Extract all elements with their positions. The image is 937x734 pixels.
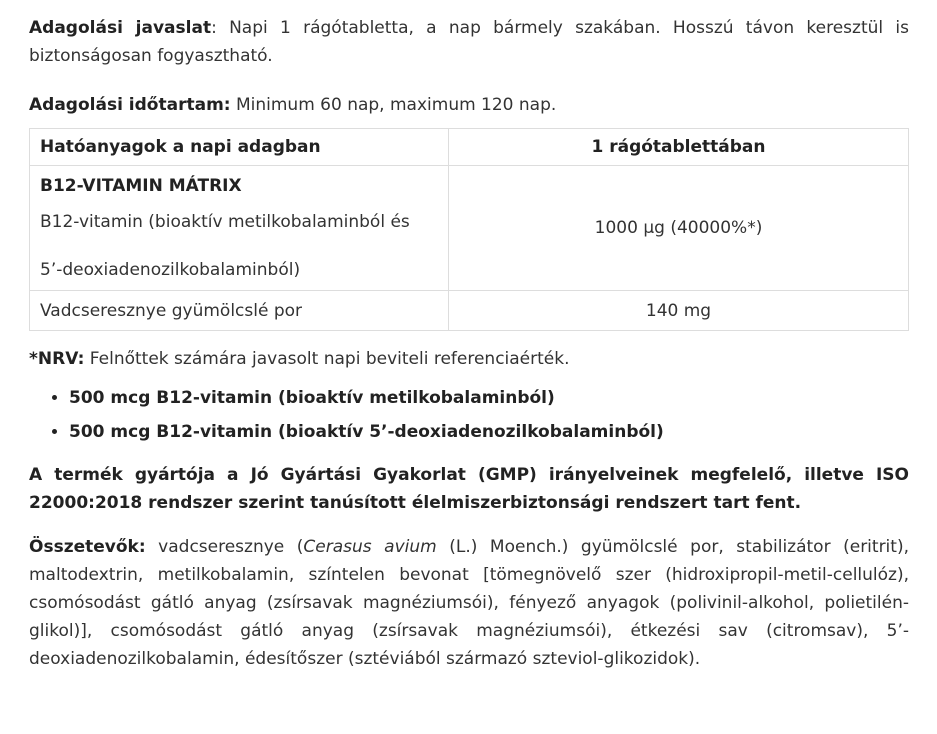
table-header-row [30,129,909,166]
ingredients-latin-name: Cerasus avium [303,537,437,557]
dosage-text: : Napi 1 rágótabletta, a nap bármely szakában. Hosszú távon keresztül is biztonságosan fogyasztható. [29,18,909,66]
gmp-text: A termék gyártója a Jó Gyártási Gyakorlat (GMP) irányelveinek megfelelő, illetve ISO 22000:2018 rendszer szerint tanúsított élelmiszerbiztonsági rendszert tart fent. [29,465,909,513]
dosage-label: Adagolási javaslat [29,18,212,38]
table-cell-ingredient [30,166,449,291]
duration-label: Adagolási időtartam: [29,95,231,115]
table-header-ingredients: Hatóanyagok a napi adagban [30,129,449,166]
nrv-label: *NRV: [29,349,85,369]
duration-paragraph [29,91,909,119]
list-item: • 500 mcg B12-vitamin (bioaktív 5’-deoxiadenozilkobalaminból) [69,415,909,449]
table-row [30,166,909,291]
ingredients-text-rest: (L.) Moench.) gyümölcslé por, stabilizátor (eritrit), maltodextrin, metilkobalamin, színtelen bevonat [tömegnövelő szer (hidroxipropil-metil-cellulóz), csomósodást gátló anyag (zsírsavak magnéziumsói), fényező anyagok (polivinil-alkohol, polietilén-glikol)], csomósodást gátló anyag (zsírsavak magnéziumsói), étkezési sav (citromsav), 5’-deoxiadenozilkobalamin, édesítőszer (sztéviából származó szteviol-glikozidok). [29,537,909,669]
b12-description-line1: B12-vitamin (bioaktív metilkobalaminból és [40,212,410,232]
ingredients-label: Összetevők: [29,537,146,557]
nrv-text: Felnőttek számára javasolt napi beviteli referenciaérték. [84,349,570,369]
duration-text: Minimum 60 nap, maximum 120 nap. [230,95,557,115]
ingredients-text-start: vadcseresznye ( [145,537,304,557]
table-row [30,291,909,331]
ingredients-paragraph [29,533,909,673]
b12-form-list [29,381,909,449]
table-cell-ingredient: Vadcseresznye gyümölcslé por [30,291,449,331]
list-item: • 500 mcg B12-vitamin (bioaktív metilkobalaminból) [69,381,909,415]
gmp-statement [29,461,909,517]
table-header-per-tablet: 1 rágótablettában [449,129,909,166]
b12-description-line2: 5’-deoxiadenozilkobalaminból) [40,260,301,280]
table-cell-amount: 140 mg [449,291,909,331]
nutrient-table [29,128,909,331]
dosage-paragraph [29,14,909,70]
nrv-note [29,345,909,373]
b12-matrix-title: B12-VITAMIN MÁTRIX [40,176,242,196]
table-cell-amount: 1000 µg (40000%*) [449,166,909,291]
